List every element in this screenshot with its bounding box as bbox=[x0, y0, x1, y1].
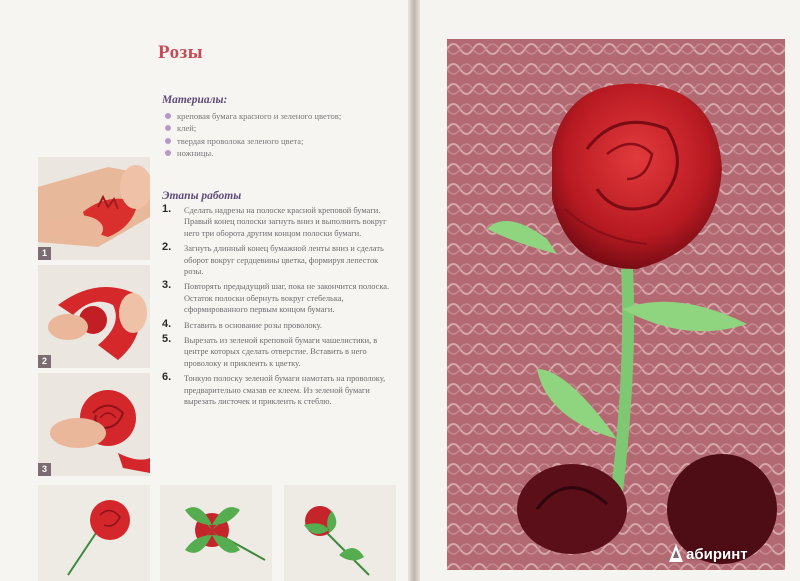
bullet-icon bbox=[165, 125, 171, 131]
page-title: Розы bbox=[158, 42, 204, 63]
rose-photo bbox=[447, 39, 785, 570]
step-number-badge: 1 bbox=[38, 247, 51, 260]
step-photo-6 bbox=[284, 485, 396, 581]
step-number-badge: 2 bbox=[38, 355, 51, 368]
step-item: 5. Вырезать из зеленой креповой бумаги чашелистики, в центре которых сделать отверстие. Вставить в него проволоку и приклеить к цветку. bbox=[162, 333, 378, 368]
bullet-icon bbox=[165, 138, 171, 144]
materials-list bbox=[165, 110, 341, 159]
step-photo-5 bbox=[160, 485, 272, 581]
materials-heading: Материалы: bbox=[162, 94, 228, 106]
step-item: 2. Загнуть длинный конец бумажной ленты вниз и сделать оборот вокруг сердцевины цветка, формируя лепесток розы. bbox=[162, 241, 384, 277]
material-item: твердая проволока зеленого цвета; bbox=[165, 135, 341, 147]
step-item: 3. Повторять предыдущий шаг, пока не закончится полоска. Остаток полоски обернуть вокруг стебелька, сформированного первым концом бумаги. bbox=[162, 279, 390, 315]
step-item: 4. Вставить в основание розы проволоку. bbox=[162, 317, 322, 330]
steps-heading: Этапы работы bbox=[162, 190, 242, 202]
step-photo-2 bbox=[38, 265, 150, 368]
material-item: креповая бумага красного и зеленого цветов; bbox=[165, 110, 341, 122]
step-photo-4 bbox=[38, 485, 150, 581]
bullet-icon bbox=[165, 150, 171, 156]
step-number-badge: 3 bbox=[38, 463, 51, 476]
step-item: 1. Сделать надрезы на полоске красной креповой бумаги. Правый конец полоски загнуть вниз и выполнить вокруг него три оборота другим концом полоски бумаги. bbox=[162, 203, 387, 238]
steps-list bbox=[162, 205, 392, 412]
step-item: 6. Тонкую полоску зеленой бумаги намотать на проволоку, предварительно смазав ее клеем. Из зеленой бумаги вырезать листочек и приклеить к стеблю. bbox=[162, 371, 386, 407]
material-item: клей; bbox=[165, 122, 341, 134]
bullet-icon bbox=[165, 113, 171, 119]
step-photo-1 bbox=[38, 157, 150, 260]
material-item: ножницы. bbox=[165, 147, 341, 159]
step-photo-3 bbox=[38, 373, 150, 476]
watermark-text: абиринт bbox=[686, 546, 748, 563]
labirint-logo-icon bbox=[668, 543, 684, 563]
